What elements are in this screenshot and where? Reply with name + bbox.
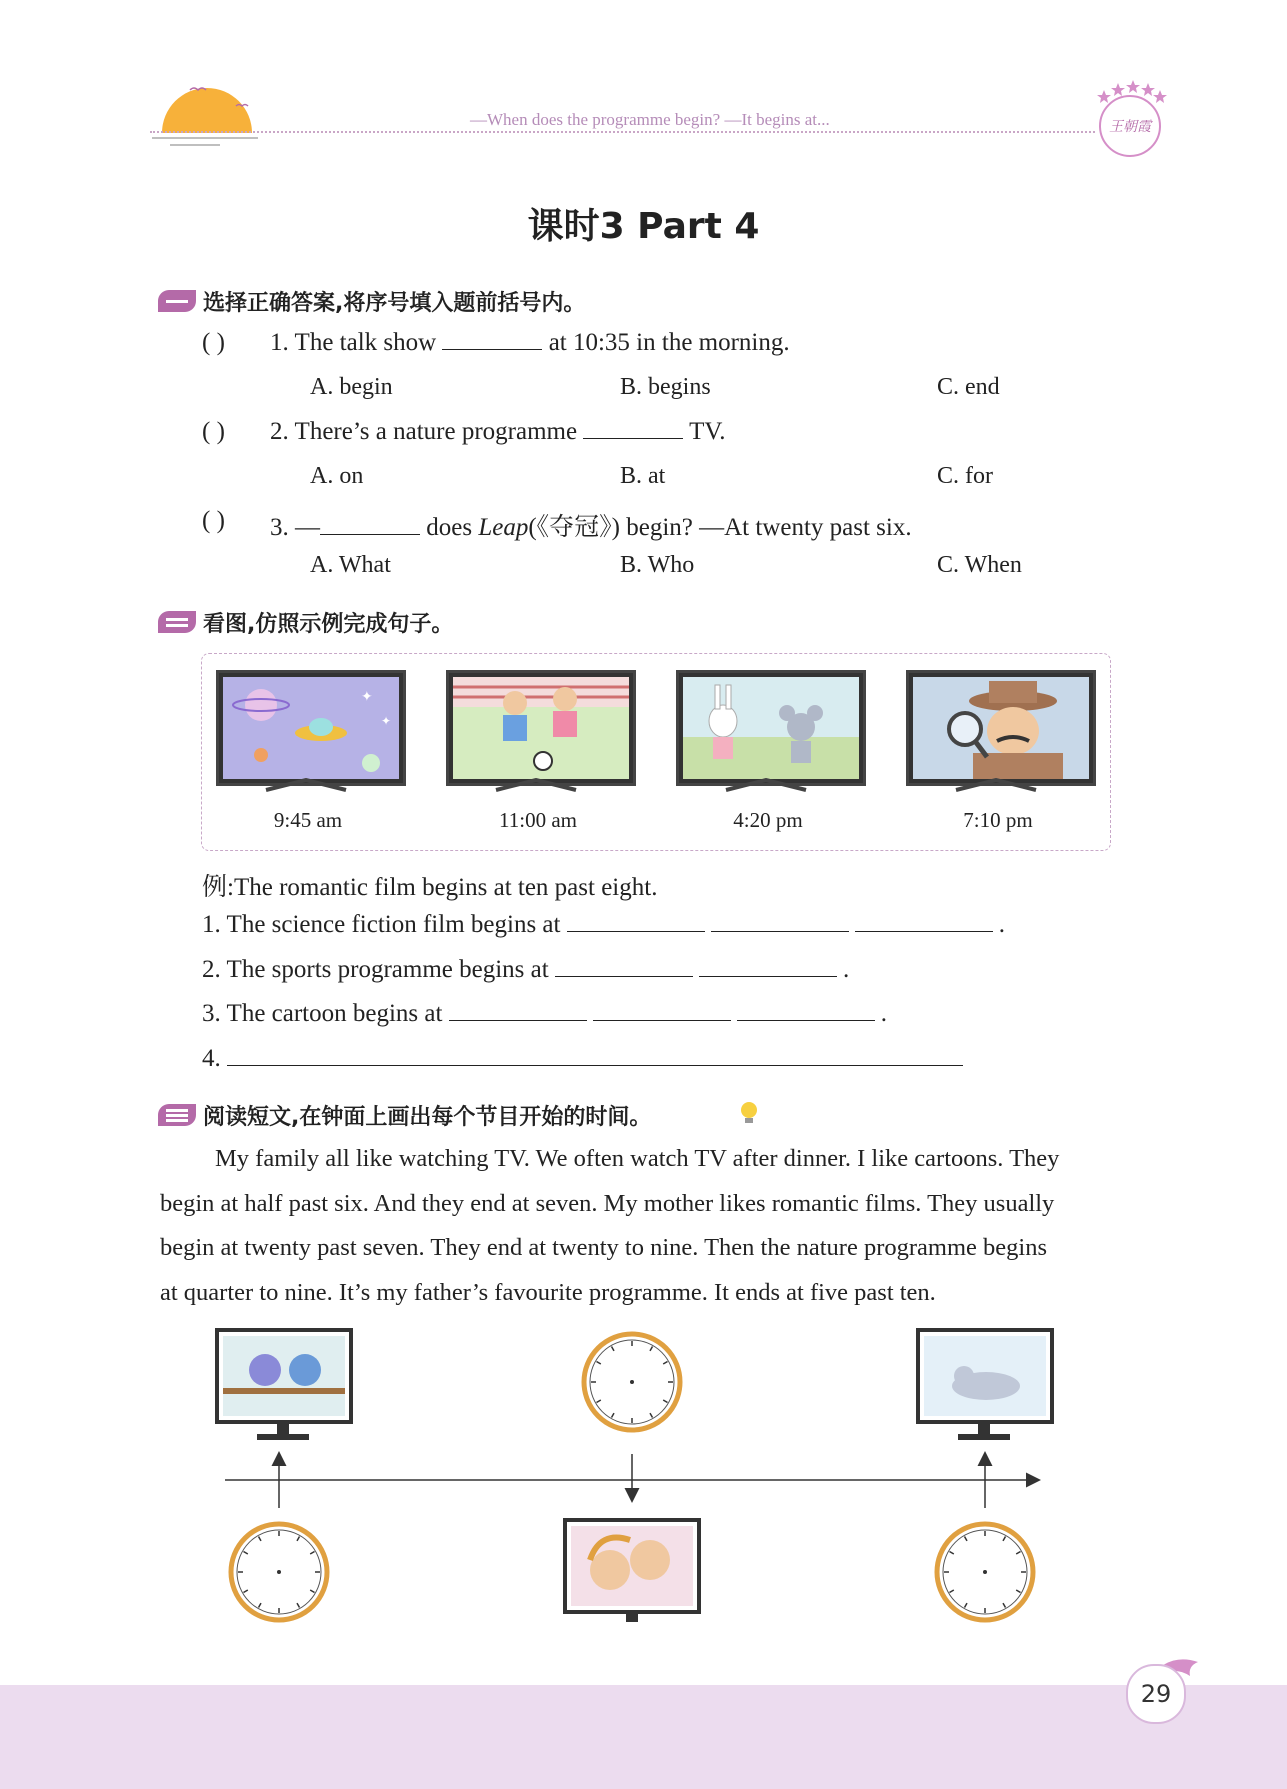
header-subtitle: —When does the programme begin? —It begins at... <box>470 110 830 129</box>
question-3-cn: (《夺冠》) <box>528 514 620 541</box>
question-1-post: at 10:35 in the morning. <box>548 329 790 356</box>
question-3-blank[interactable] <box>320 516 420 535</box>
time-label-2: 11:00 am <box>499 808 577 832</box>
sentence-3-blank[interactable] <box>593 1002 731 1021</box>
section1-badge <box>158 290 196 312</box>
passage-line-1: My family all like watching TV. We often watch TV after dinner. I like cartoons. They <box>215 1145 1060 1172</box>
q3-option-c[interactable]: C. When <box>937 552 1022 578</box>
answer-paren-2[interactable]: ( ) <box>202 418 225 445</box>
sentence-1-blank[interactable] <box>711 913 849 932</box>
page-title: 课时3 Part 4 <box>527 206 760 247</box>
time-label-4: 7:10 pm <box>963 808 1033 832</box>
question-1-blank[interactable] <box>442 331 542 350</box>
sentence-2-blank[interactable] <box>555 958 693 977</box>
q3-option-b[interactable]: B. Who <box>620 552 695 578</box>
sun-logo-icon <box>150 78 260 153</box>
sentence-1-blank[interactable] <box>567 913 705 932</box>
tv-couple-romantic <box>565 1520 699 1622</box>
sentence-2: 2. The sports programme begins at . <box>202 956 850 983</box>
q2-option-a[interactable]: A. on <box>310 463 364 489</box>
question-3-italic: Leap <box>478 514 529 541</box>
question-2 <box>270 418 725 446</box>
sentence-3-blank[interactable] <box>449 1002 587 1021</box>
question-3 <box>270 507 912 543</box>
time-label-1: 9:45 am <box>273 808 343 832</box>
cartoon-animals-icon <box>683 677 859 779</box>
answer-paren-1[interactable]: ( ) <box>202 329 225 356</box>
brand-logo <box>1090 78 1168 163</box>
sentence-4-text: 4. <box>202 1045 221 1072</box>
q1-option-b[interactable]: B. begins <box>620 374 711 400</box>
svg-text:✦: ✦ <box>381 714 392 728</box>
section1-heading: 选择正确答案,将序号填入题前括号内。 <box>203 291 586 316</box>
question-2-pre: 2. There’s a nature programme <box>270 418 578 445</box>
section3-heading: 阅读短文,在钟面上画出每个节目开始的时间。 <box>203 1105 652 1130</box>
q2-option-b[interactable]: B. at <box>620 463 666 489</box>
tv-stand-4-icon <box>951 778 1041 792</box>
tv-detective <box>906 670 1096 786</box>
header-divider <box>150 131 1095 133</box>
tv-science-fiction <box>216 670 406 786</box>
answer-paren-3[interactable]: ( ) <box>202 507 225 534</box>
sentence-1-blank[interactable] <box>855 913 993 932</box>
passage-line-3: begin at twenty past seven. They end at twenty to nine. Then the nature programme begins <box>160 1234 1047 1261</box>
tv-sports <box>446 670 636 786</box>
tv-stand-1-icon <box>261 778 351 792</box>
example-sentence: 例:The romantic film begins at ten past eight. <box>202 874 658 901</box>
reading-passage <box>160 1137 1155 1315</box>
clock-bottom-left <box>231 1524 327 1620</box>
passage-line-4: at quarter to nine. It’s my father’s favourite programme. It ends at five past ten. <box>160 1278 936 1306</box>
section3-badge <box>158 1104 196 1126</box>
detective-magnifier-icon <box>913 677 1089 779</box>
question-2-blank[interactable] <box>583 420 683 439</box>
q3-option-a[interactable]: A. What <box>310 552 391 578</box>
page-number: 29 <box>1126 1664 1186 1724</box>
sentence-1-text: 1. The science fiction film begins at <box>202 911 561 938</box>
q1-option-c[interactable]: C. end <box>937 374 1000 400</box>
tv-birds-cartoon <box>217 1330 351 1440</box>
sentence-4-blank[interactable] <box>227 1047 963 1066</box>
tv-stand-3-icon <box>721 778 811 792</box>
sentence-2-blank[interactable] <box>699 958 837 977</box>
sentence-3-text: 3. The cartoon begins at <box>202 1000 443 1027</box>
section2-badge <box>158 611 196 633</box>
section2-heading: 看图,仿照示例完成句子。 <box>203 612 454 637</box>
sentence-4 <box>202 1045 963 1073</box>
clock-bottom-right <box>937 1524 1033 1620</box>
lightbulb-icon <box>738 1100 760 1126</box>
question-3-pre: 3. — <box>270 514 320 541</box>
question-1 <box>270 329 790 357</box>
tv-stand-2-icon <box>491 778 581 792</box>
timeline-diagram <box>180 1320 1080 1630</box>
space-scene-icon <box>223 677 399 779</box>
svg-text:✦: ✦ <box>361 690 373 705</box>
tv-cartoon <box>676 670 866 786</box>
q2-option-c[interactable]: C. for <box>937 463 993 489</box>
brand-logo-text: 王朝霞 <box>1109 119 1151 135</box>
sentence-3: 3. The cartoon begins at . <box>202 1000 887 1027</box>
footer-band <box>0 1685 1287 1789</box>
sentence-2-text: 2. The sports programme begins at <box>202 956 549 983</box>
question-3-mid: does <box>426 514 473 541</box>
time-label-3: 4:20 pm <box>733 808 803 832</box>
tv-seal-nature <box>918 1330 1052 1440</box>
football-scene-icon <box>453 677 629 779</box>
q1-option-a[interactable]: A. begin <box>310 374 393 400</box>
question-1-pre: 1. The talk show <box>270 329 437 356</box>
passage-line-2: begin at half past six. And they end at seven. My mother likes romantic films. They usually <box>160 1189 1055 1217</box>
sentence-3-blank[interactable] <box>737 1002 875 1021</box>
clock-top-middle <box>584 1334 680 1430</box>
sentence-1: 1. The science fiction film begins at . <box>202 911 1005 938</box>
question-3-post: begin? —At twenty past six. <box>626 514 912 541</box>
question-2-post: TV. <box>689 418 726 445</box>
